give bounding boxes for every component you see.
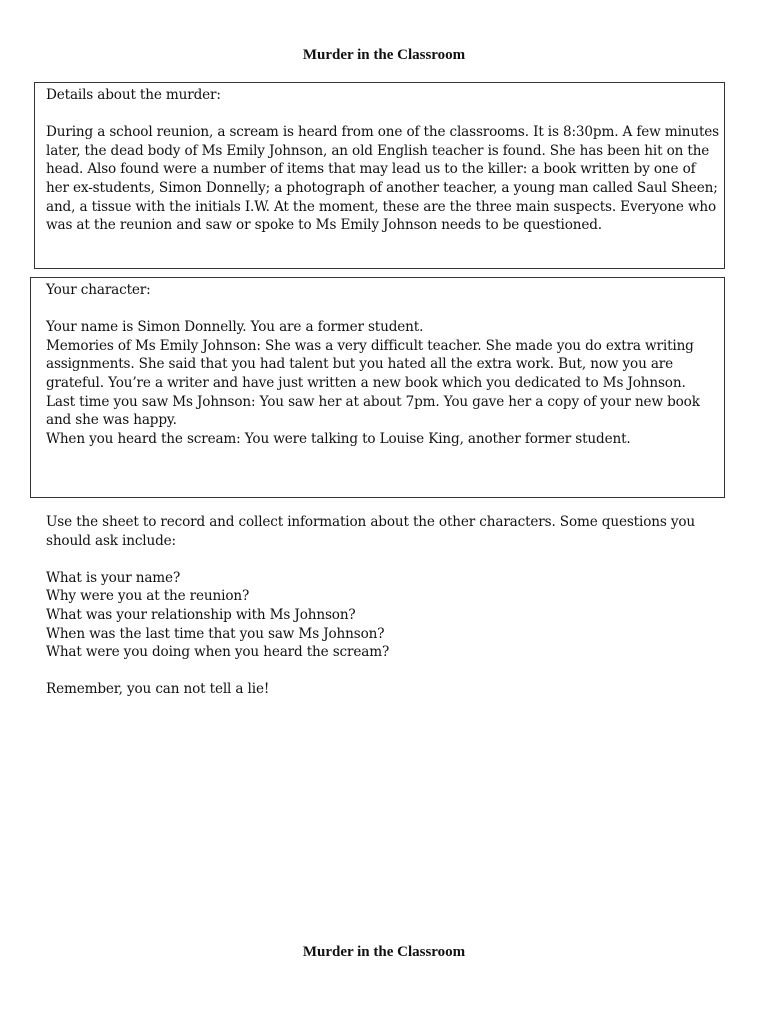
spacer xyxy=(46,300,722,319)
spacer xyxy=(46,105,722,124)
question-list xyxy=(46,569,726,662)
page-title: Murder in the Classroom xyxy=(302,47,466,63)
instructions-reminder: Remember, you can not tell a lie! xyxy=(46,681,270,698)
question-item: What was your relationship with Ms Johnson? xyxy=(46,606,356,623)
murder-details-body: During a school reunion, a scream is heard from one of the classrooms. It is 8:30pm. A few minutes later, the dead body of Ms Emily Johnson, an old English teacher is found. She has been hit on the head. Also found were a number of items that may lead us to the killer: a book written by one of her ex-students, Simon Donnelly; a photograph of another teacher, a young man called Saul Sheen; and, a tissue with the initials I.W. At the moment, these are the three main suspects. Everyone who was at the reunion and saw or spoke to Ms Emily Johnson needs to be questioned. xyxy=(46,124,720,234)
instructions-section xyxy=(46,513,726,699)
question-item: Why were you at the reunion? xyxy=(46,588,250,605)
next-page-title: Murder in the Classroom xyxy=(302,944,466,960)
character-heading: Your character: xyxy=(46,282,151,298)
murder-details-heading: Details about the murder: xyxy=(46,87,221,103)
character-line: When you heard the scream: You were talking to Louise King, another former student. xyxy=(46,430,631,447)
character-line: Last time you saw Ms Johnson: You saw her at about 7pm. You gave her a copy of your new book and she was happy. xyxy=(46,393,700,429)
instructions-intro: Use the sheet to record and collect information about the other characters. Some questions you should ask include: xyxy=(46,514,696,549)
question-item: What is your name? xyxy=(46,569,181,586)
character-line: Your name is Simon Donnelly. You are a former student. xyxy=(46,319,424,336)
question-item: When was the last time that you saw Ms Johnson? xyxy=(46,625,385,642)
character-box xyxy=(30,277,725,498)
murder-details-box xyxy=(34,82,725,269)
spacer xyxy=(46,662,726,681)
spacer xyxy=(46,550,726,569)
character-line: Memories of Ms Emily Johnson: She was a very difficult teacher. She made you do extra writing assignments. She said that you had talent but you hated all the extra work. But, now you are grateful. You’re a writer and have just written a new book which you dedicated to Ms Johnson. xyxy=(46,337,694,391)
question-item: What were you doing when you heard the scream? xyxy=(46,644,390,661)
